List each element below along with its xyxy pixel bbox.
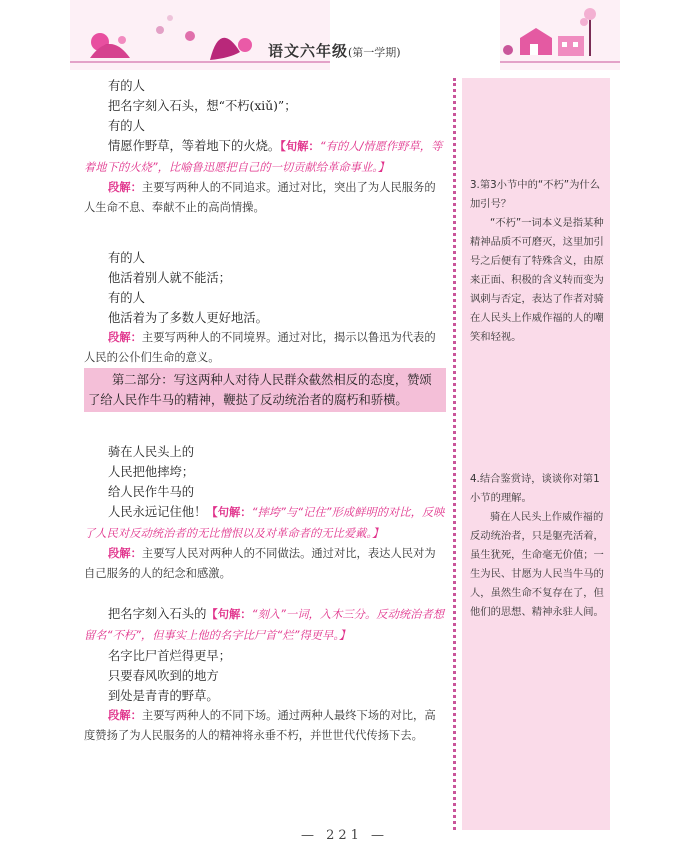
question-text: 3.第3小节中的“不朽”为什么加引号？ [470, 179, 601, 210]
poem-line-with-note: 情愿作野草，等着地下的火烧。【旬解：“有的人/情愿作野草，等着地下的火烧”，比喻鲁迅愿把自己的一切贡献给革命事业。】 [84, 139, 443, 174]
poem-line: 只要春风吹到的地方 [108, 669, 219, 683]
main-column [84, 76, 446, 746]
poem-line: 有的人 [108, 251, 145, 265]
poem-line: 名字比尸首烂得更早； [108, 649, 231, 663]
page-header [0, 0, 689, 78]
poem-line: 骑在人民头上的 [108, 445, 195, 459]
poem-line: 有的人 [108, 119, 145, 133]
sidebar-questions [462, 78, 610, 830]
question-3 [470, 176, 606, 347]
section-highlight: 第二部分：写这两种人对待人民群众截然相反的态度，赞颂了给人民作牛马的精神，鞭挞了反动统治者的腐朽和骄横。 [84, 368, 446, 412]
poem-line: 有的人 [108, 291, 145, 305]
poem-line: 人民把他摔垮； [108, 465, 195, 479]
page-title: 语文六年级(第一学期) [268, 42, 401, 60]
poem-line: 他活着别人就不能活； [108, 271, 231, 285]
paragraph-summary: 段解：主要写两种人的不同境界。通过对比，揭示以鲁迅为代表的人民的公仆们生命的意义。 [84, 331, 436, 364]
sentence-note: 【句解：“刻入”一词，入木三分。反动统治者想留名“不朽”，但事实上他的名字比尸首“烂”得更早。】 [84, 608, 445, 642]
answer-text: 骑在人民头上作威作福的反动统治者，只是躯壳活着，虽生犹死，生命毫无价值；一生为民、甘愿为人民当牛马的人，虽然生命不复存在了，但他们的思想、精神永驻人间。 [470, 511, 604, 618]
question-text: 4.结合鉴赏诗，谈谈你对第1小节的理解。 [470, 473, 600, 504]
poem-line: 他活着为了多数人更好地活。 [108, 311, 268, 325]
question-4 [470, 470, 606, 622]
paragraph-summary: 段解：主要写两种人的不同下场。通过两种人最终下场的对比，高度赞扬了为人民服务的人的精神将永垂不朽，并世世代代传扬下去。 [84, 709, 436, 742]
poem-line-with-note: 人民永远记住他！【句解：“摔垮”与“记住”形成鲜明的对比，反映了人民对反动统治者的无比憎恨以及对革命者的无比爱戴。】 [84, 505, 445, 540]
paragraph-summary: 段解：主要写人民对两种人的不同做法。通过对比，表达人民对为自己服务的人的纪念和感激。 [84, 547, 436, 580]
page-number: — 221 — [300, 828, 389, 843]
sentence-note: 【旬解：“有的人/情愿作野草，等着地下的火烧”，比喻鲁迅愿把自己的一切贡献给革命事业。】 [84, 140, 443, 174]
column-divider [453, 78, 456, 830]
poem-line-with-note: 把名字刻入石头的【句解：“刻入”一词，入木三分。反动统治者想留名“不朽”，但事实上他的名字比尸首“烂”得更早。】 [84, 607, 445, 642]
poem-line: 把名字刻入石头，想“不朽(xiǔ)”； [108, 99, 297, 113]
poem-line: 到处是青青的野草。 [108, 689, 219, 703]
sentence-note: 【句解：“摔垮”与“记住”形成鲜明的对比，反映了人民对反动统治者的无比憎恨以及对革命者的无比爱戴。】 [84, 506, 445, 540]
poem-line: 有的人 [108, 79, 145, 93]
decorative-banner-right-icon [500, 0, 620, 70]
answer-text: “不朽”一词本义是指某种精神品质不可磨灭，这里加引号之后便有了特殊含义，由原来正面、积极的含义转而变为讽刺与否定，表达了作者对骑在人民头上作威作福的人的嘲笑和轻视。 [470, 217, 604, 343]
paragraph-summary: 段解：主要写两种人的不同追求。通过对比，突出了为人民服务的人生命不息、奉献不止的高尚情操。 [84, 181, 436, 214]
poem-line: 给人民作牛马的 [108, 485, 195, 499]
